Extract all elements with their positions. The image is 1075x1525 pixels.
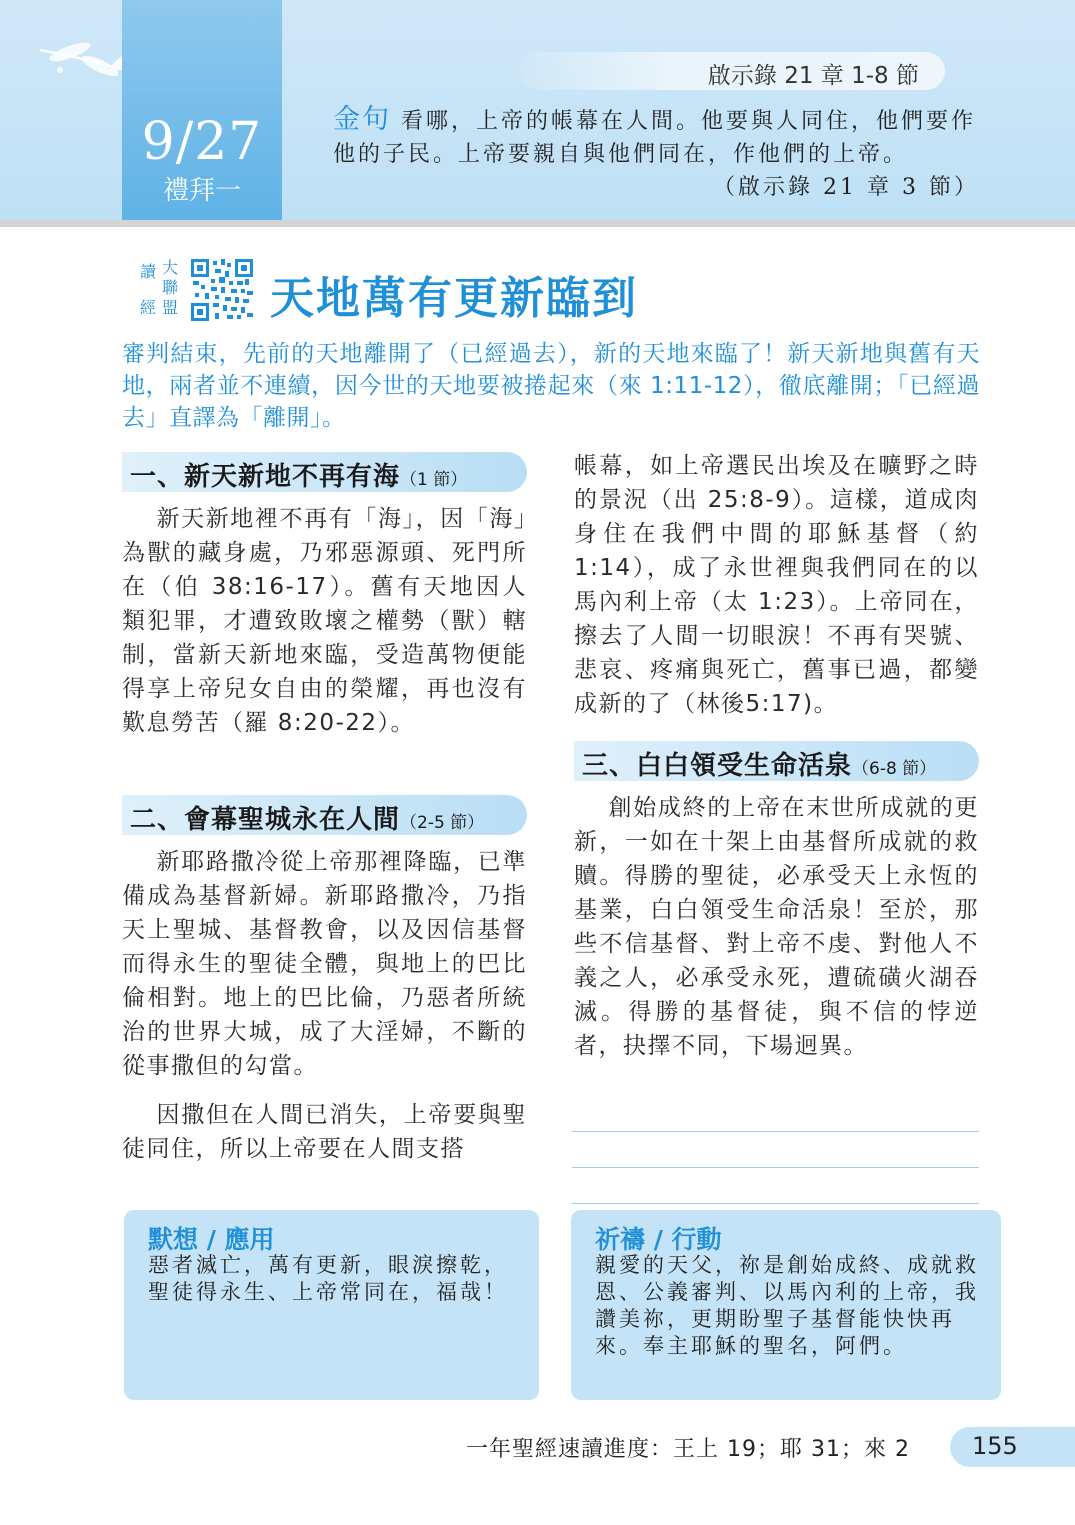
- page-number: 155: [972, 1432, 1018, 1460]
- paragraph-4: 創始成終的上帝在末世所成就的更新，一如在十架上由基督所成就的救贖。得勝的聖徒，必承受天上永恆的基業，白白領受生命活泉！至於，那些不信基督、對上帝不虔、對他人不義之人，必承受永死，遭硫磺火湖吞滅。得勝的基督徒，與不信的悖逆者，抉擇不同，下場迥異。: [574, 795, 979, 1059]
- meditation-box: [124, 1210, 539, 1400]
- paragraph-3: 因撒但在人間已消失，上帝要與聖徒同住，所以上帝要在人間支搭: [122, 1102, 527, 1162]
- section-heading-3: 三、白白領受生命活泉（6-8 節）: [574, 741, 979, 781]
- header-rule: [0, 220, 1075, 227]
- weekday: 禮拜一: [162, 176, 241, 206]
- meditation-heading: 默想 / 應用: [148, 1225, 275, 1254]
- note-line: [572, 1131, 979, 1132]
- note-line: [572, 1167, 979, 1168]
- golden-verse-citation: （啟示錄 21 章 3 節）: [713, 175, 979, 200]
- prayer-heading: 祈禱 / 行動: [595, 1225, 722, 1254]
- paragraph-3-continued: 帳幕，如上帝選民出埃及在曠野之時的景況（出 25:8-9）。這樣，道成肉身住在我們中間的耶穌基督（約 1:14），成了永世裡與我們同在的以馬內利上帝（太 1:23）。上帝同在，擦去了人間一切眼淚！不再有哭號、悲哀、疼痛與死亡，舊事已過，都變成新的了（林後5:17)。: [574, 453, 979, 717]
- golden-verse: [333, 103, 983, 204]
- date: 9/27: [141, 112, 263, 172]
- paragraph-2: 新耶路撒冷從上帝那裡降臨，已準備成為基督新婦。新耶路撒冷，乃指天上聖城、基督教會，以及因信基督而得永生的聖徒全體，與地上的巴比倫相對。地上的巴比倫，乃惡者所統治的世界大城，成了大淫婦，不斷的從事撒但的勾當。: [122, 849, 527, 1079]
- golden-verse-label: 金句: [333, 104, 391, 135]
- golden-verse-text: 看哪，上帝的帳幕在人間。他要與人同住，他們要作他的子民。上帝要親自與他們同在，作他們的上帝。: [333, 109, 977, 167]
- prayer-text: 親愛的天父，祢是創始成終、成就救恩、公義審判、以馬內利的上帝，我讚美祢，更期盼聖子基督能快快再來。奉主耶穌的聖名，阿們。: [595, 1253, 979, 1358]
- date-tab: [122, 0, 282, 220]
- intro-paragraph: 審判結束，先前的天地離開了（已經過去），新的天地來臨了！新天新地與舊有天地，兩者並不連續，因今世的天地要被捲起來（來 1:11-12），徹底離開；「已經過去」直譯為「離開」。: [122, 341, 980, 431]
- page-title: 天地萬有更新臨到: [270, 273, 638, 324]
- scripture-reference: [520, 52, 945, 90]
- section-heading-2: 二、會幕聖城永在人間（2-5 節）: [122, 795, 527, 835]
- reading-plan: 一年聖經速讀進度：王上 19；耶 31；來 2: [466, 1437, 910, 1462]
- paragraph-1: 新天新地裡不再有「海」，因「海」為獸的藏身處，乃邪惡源頭、死門所在（伯 38:16-17）。舊有天地因人類犯罪，才遭致敗壞之權勢（獸）轄制，當新天新地來臨，受造萬物便能得享上帝兒女自由的榮耀，再也沒有歎息勞苦（羅 8:20-22）。: [122, 506, 527, 736]
- section-heading-1: 一、新天新地不再有海（1 節）: [122, 452, 527, 492]
- note-line: [572, 1203, 979, 1204]
- qr-label: 讀 大 聯 經 盟: [140, 258, 179, 317]
- meditation-text: 惡者滅亡，萬有更新，眼淚擦乾，聖徒得永生、上帝常同在，福哉！: [148, 1253, 508, 1304]
- scripture-reference-text: 啟示錄 21 章 1-8 節: [707, 63, 919, 89]
- page-number-tab: [950, 1427, 1075, 1467]
- prayer-box: [571, 1210, 1001, 1400]
- qr-code-icon[interactable]: [191, 259, 253, 321]
